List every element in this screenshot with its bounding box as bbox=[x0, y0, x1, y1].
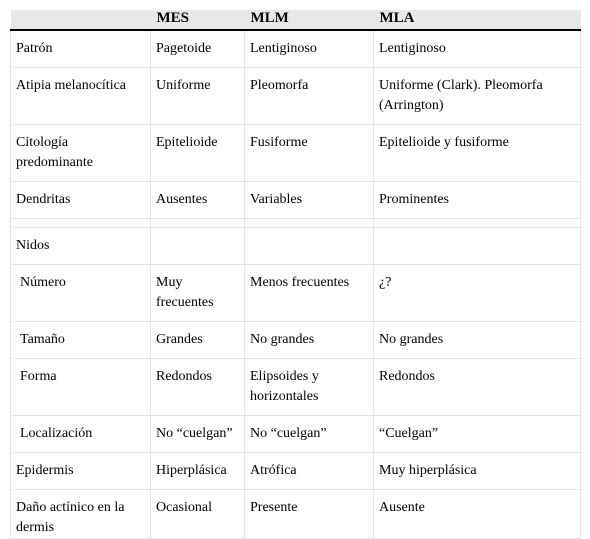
cell-mlm bbox=[245, 228, 374, 265]
table-row-tamano bbox=[11, 322, 581, 359]
header-mlm: MLM bbox=[245, 10, 374, 30]
cell-mlm: Lentiginoso bbox=[245, 30, 374, 68]
cell-mes: Redondos bbox=[151, 359, 245, 416]
cell-mlm: Presente bbox=[245, 490, 374, 539]
cell-mlm: No “cuelgan” bbox=[245, 416, 374, 453]
cell-mla: Uniforme (Clark). Pleomorfa (Arrington) bbox=[374, 68, 581, 125]
table-row-localizacion bbox=[11, 416, 581, 453]
table-row-forma bbox=[11, 359, 581, 416]
spacer-cell bbox=[245, 219, 374, 228]
cell-mes: Ausentes bbox=[151, 182, 245, 219]
table-spacer-row bbox=[11, 219, 581, 228]
cell-mlm: Atrófica bbox=[245, 453, 374, 490]
row-label: Nidos bbox=[11, 228, 151, 265]
header-mes: MES bbox=[151, 10, 245, 30]
cell-mlm: Pleomorfa bbox=[245, 68, 374, 125]
cell-mla bbox=[374, 228, 581, 265]
row-label: Atipia melanocítica bbox=[11, 68, 151, 125]
cell-mlm: Elipsoides y horizontales bbox=[245, 359, 374, 416]
cell-mes: No “cuelgan” bbox=[151, 416, 245, 453]
row-label: Forma bbox=[11, 359, 151, 416]
cell-mes: Uniforme bbox=[151, 68, 245, 125]
table-row-dano bbox=[11, 490, 581, 539]
cell-mla: “Cuelgan” bbox=[374, 416, 581, 453]
spacer-cell bbox=[11, 219, 151, 228]
cell-mlm: Variables bbox=[245, 182, 374, 219]
cell-mla: Lentiginoso bbox=[374, 30, 581, 68]
row-label: Citología predominante bbox=[11, 125, 151, 182]
cell-mla: Ausente bbox=[374, 490, 581, 539]
table-row-atipia bbox=[11, 68, 581, 125]
row-label: Dendritas bbox=[11, 182, 151, 219]
row-label: Patrón bbox=[11, 30, 151, 68]
header-empty bbox=[11, 10, 151, 30]
cell-mlm: Menos frecuentes bbox=[245, 265, 374, 322]
cell-mlm: No grandes bbox=[245, 322, 374, 359]
comparison-table-container bbox=[10, 10, 580, 539]
cell-mla: No grandes bbox=[374, 322, 581, 359]
cell-mes: Muy frecuentes bbox=[151, 265, 245, 322]
table-row-citologia bbox=[11, 125, 581, 182]
cell-mes: Grandes bbox=[151, 322, 245, 359]
comparison-table bbox=[10, 10, 581, 539]
cell-mes: Hiperplásica bbox=[151, 453, 245, 490]
cell-mlm: Fusiforme bbox=[245, 125, 374, 182]
cell-mes bbox=[151, 228, 245, 265]
table-row-nidos bbox=[11, 228, 581, 265]
cell-mes: Ocasional bbox=[151, 490, 245, 539]
cell-mes: Pagetoide bbox=[151, 30, 245, 68]
cell-mes: Epitelioide bbox=[151, 125, 245, 182]
table-row-patron bbox=[11, 30, 581, 68]
spacer-cell bbox=[374, 219, 581, 228]
row-label: Localización bbox=[11, 416, 151, 453]
cell-mla: Redondos bbox=[374, 359, 581, 416]
spacer-cell bbox=[151, 219, 245, 228]
cell-mla: Prominentes bbox=[374, 182, 581, 219]
table-row-numero bbox=[11, 265, 581, 322]
table-header-row bbox=[11, 10, 581, 30]
table-row-epidermis bbox=[11, 453, 581, 490]
header-mla: MLA bbox=[374, 10, 581, 30]
row-label: Epidermis bbox=[11, 453, 151, 490]
row-label: Tamaño bbox=[11, 322, 151, 359]
cell-mla: Muy hiperplásica bbox=[374, 453, 581, 490]
cell-mla: ¿? bbox=[374, 265, 581, 322]
row-label: Número bbox=[11, 265, 151, 322]
cell-mla: Epitelioide y fusiforme bbox=[374, 125, 581, 182]
table-row-dendritas bbox=[11, 182, 581, 219]
row-label: Daño actínico en la dermis bbox=[11, 490, 151, 539]
